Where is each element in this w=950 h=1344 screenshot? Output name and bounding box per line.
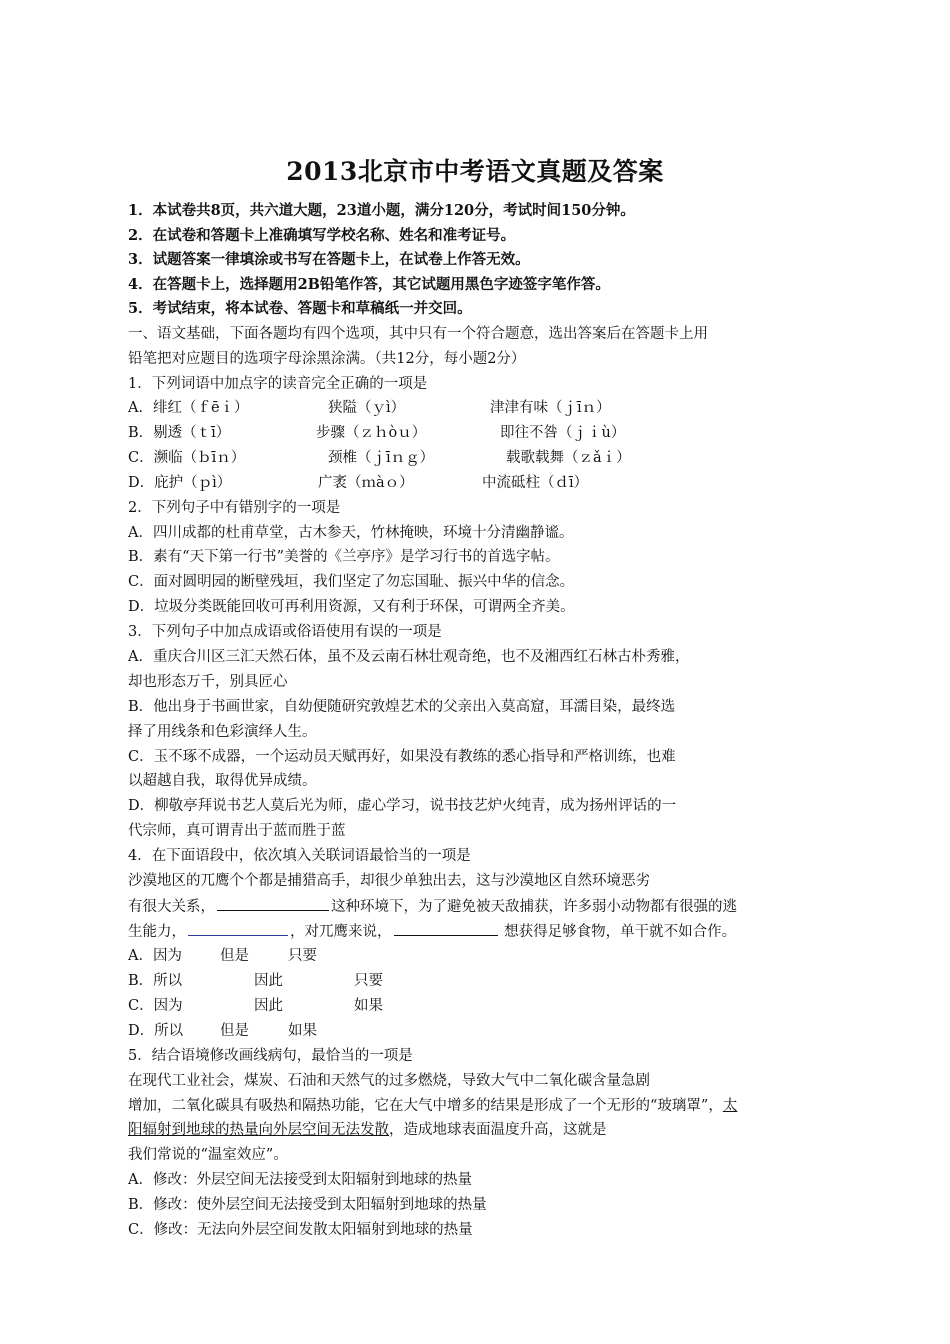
q3-option-line: A．重庆合川区三汇天然石体，虽不及云南石林壮观奇绝，也不及湘西红石林古朴秀雅， [128, 649, 690, 665]
q1-option-text: 载歌载舞（ｚǎｉ） [506, 450, 631, 466]
q1-option-text: 津津有味（ｊīｎ） [490, 400, 611, 416]
q1-option-text: D．庇护（ｐì） [128, 475, 232, 491]
rule-item: 1．本试卷共8页，共六道大题，23道小题，满分120分，考试时间150分钟。 [128, 202, 635, 219]
q1-option-text: C．濒临（ｂīｎ） [128, 450, 246, 466]
q2-option-a: A．四川成都的杜甫草堂，古木参天，竹林掩映，环境十分清幽静谧。 [128, 525, 574, 541]
q5-passage-line: 我们常说的“温室效应”。 [128, 1147, 288, 1163]
q3-option-line: 却也形态万千，别具匠心 [128, 674, 288, 690]
q1-option-a [128, 398, 668, 418]
q4-option-b [128, 971, 428, 991]
q4-passage-text: ，对兀鹰来说， [290, 924, 392, 940]
q4-option-text: 但是 [220, 948, 249, 964]
q1-option-d [128, 473, 668, 493]
q3-option-line: B．他出身于书画世家，自幼便随研究敦煌艺术的父亲出入莫高窟，耳濡目染，最终选 [128, 699, 676, 715]
q1-option-text: 即往不咎（ｊｉù） [500, 425, 626, 441]
q5-option-a: A．修改：外层空间无法接受到太阳辐射到地球的热量 [128, 1172, 472, 1188]
q1-option-text: 中流砥柱（ｄī） [482, 475, 589, 491]
section-heading: 一、语文基础，下面各题均有四个选项，其中只有一个符合题意，选出答案后在答题卡上用 [128, 326, 708, 342]
q4-passage-text: 有很大关系， [128, 899, 215, 915]
q4-option-text: A．因为 [128, 948, 182, 964]
q3-option-line: C．玉不琢不成器，一个运动员天赋再好，如果没有教练的悉心指导和严格训练，也难 [128, 749, 676, 765]
q2-option-b: B．素有“天下第一行书”美誉的《兰亭序》是学习行书的首选字帖。 [128, 549, 560, 565]
q4-option-text: 如果 [288, 1023, 317, 1039]
q3-option-line: 代宗师，真可谓青出于蓝而胜于蓝 [128, 823, 346, 839]
q5-option-c: C．修改：无法向外层空间发散太阳辐射到地球的热量 [128, 1222, 473, 1238]
q4-option-text: 只要 [354, 973, 383, 989]
answer-blank[interactable] [217, 896, 329, 911]
underlined-sentence: 阳辐射到地球的热量向外层空间无法发散 [128, 1122, 389, 1138]
answer-blank[interactable] [188, 921, 288, 936]
rule-item: 3．试题答案一律填涂或书写在答题卡上，在试卷上作答无效。 [128, 251, 530, 268]
q4-option-text: 因此 [254, 973, 283, 989]
q5-passage-line [128, 1120, 607, 1140]
underlined-sentence: 太 [722, 1098, 738, 1114]
rule-item: 2．在试卷和答题卡上准确填写学校名称、姓名和准考证号。 [128, 227, 516, 244]
q4-passage-text: 生能力， [128, 924, 186, 940]
answer-blank[interactable] [394, 921, 498, 936]
q4-option-text: 只要 [288, 948, 317, 964]
q4-option-text: B．所以 [128, 973, 183, 989]
q4-option-text: D．所以 [128, 1023, 184, 1039]
q5-passage-line: 在现代工业社会，煤炭、石油和天然气的过多燃烧，导致大气中二氧化碳含量急剧 [128, 1073, 650, 1089]
q1-option-text: A．绯红（ｆēｉ） [128, 400, 249, 416]
q4-passage-line: 沙漠地区的兀鹰个个都是捕猎高手，却很少单独出去，这与沙漠地区自然环境恶劣 [128, 873, 650, 889]
q1-option-b [128, 423, 668, 443]
q3-option-line: 以超越自我，取得优异成绩。 [128, 773, 317, 789]
q2-option-c: C．面对圆明园的断壁残垣，我们坚定了勿忘国耻、振兴中华的信念。 [128, 574, 575, 590]
q4-option-text: 但是 [220, 1023, 249, 1039]
q3-option-line: 择了用线条和色彩演绎人生。 [128, 724, 317, 740]
rule-item: 5．考试结束，将本试卷、答题卡和草稿纸一并交回。 [128, 300, 472, 317]
q4-passage-text: 想获得足够食物，单干就不如合作。 [499, 924, 737, 940]
q4-option-a [128, 946, 428, 966]
q1-option-text: 狭隘（ｙì） [328, 400, 406, 416]
q4-option-text: C．因为 [128, 998, 183, 1014]
q2-option-d: D．垃圾分类既能回收可再利用资源，又有利于环保，可谓两全齐美。 [128, 599, 575, 615]
question-3-stem: 3．下列句子中加点成语或俗语使用有误的一项是 [128, 624, 442, 640]
q4-option-text: 如果 [354, 998, 383, 1014]
q4-passage-text: 这种环境下，为了避免被天敌捕获，许多弱小动物都有很强的逃 [331, 899, 737, 915]
question-4-stem: 4．在下面语段中，依次填入关联词语最恰当的一项是 [128, 848, 471, 864]
q3-option-line: D．柳敬亭拜说书艺人莫后光为师，虚心学习，说书技艺炉火纯青，成为扬州评话的一 [128, 798, 677, 814]
q1-option-c [128, 448, 668, 468]
page-title: 2013北京市中考语文真题及答案 [286, 157, 664, 186]
q5-passage-line [128, 1096, 737, 1116]
q4-option-c [128, 996, 428, 1016]
q1-option-text: 颈椎（ｊīｎｇ） [328, 450, 435, 466]
section-heading-cont: 铅笔把对应题目的选项字母涂黑涂满。（共12分，每小题2分） [128, 351, 526, 367]
q4-option-text: 因此 [254, 998, 283, 1014]
q1-option-text: 广袤（ｍàｏ） [318, 475, 414, 491]
q4-passage-line [128, 896, 737, 917]
q4-option-d [128, 1021, 428, 1041]
question-1-stem: 1．下列词语中加点字的读音完全正确的一项是 [128, 376, 428, 392]
q5-option-b: B．修改：使外层空间无法接受到太阳辐射到地球的热量 [128, 1197, 487, 1213]
rule-item: 4．在答题卡上，选择题用2B铅笔作答，其它试题用黑色字迹签字笔作答。 [128, 276, 610, 293]
q4-passage-line [128, 921, 736, 942]
q5-passage-text: ，造成地球表面温度升高，这就是 [389, 1122, 607, 1138]
q5-passage-text: 增加，二氧化碳具有吸热和隔热功能，它在大气中增多的结果是形成了一个无形的“玻璃罩”， [128, 1098, 723, 1114]
question-5-stem: 5．结合语境修改画线病句，最恰当的一项是 [128, 1048, 413, 1064]
question-2-stem: 2．下列句子中有错别字的一项是 [128, 500, 341, 516]
q1-option-text: 步骤（ｚｈòｕ） [316, 425, 427, 441]
q1-option-text: B．剔透（ｔī） [128, 425, 231, 441]
